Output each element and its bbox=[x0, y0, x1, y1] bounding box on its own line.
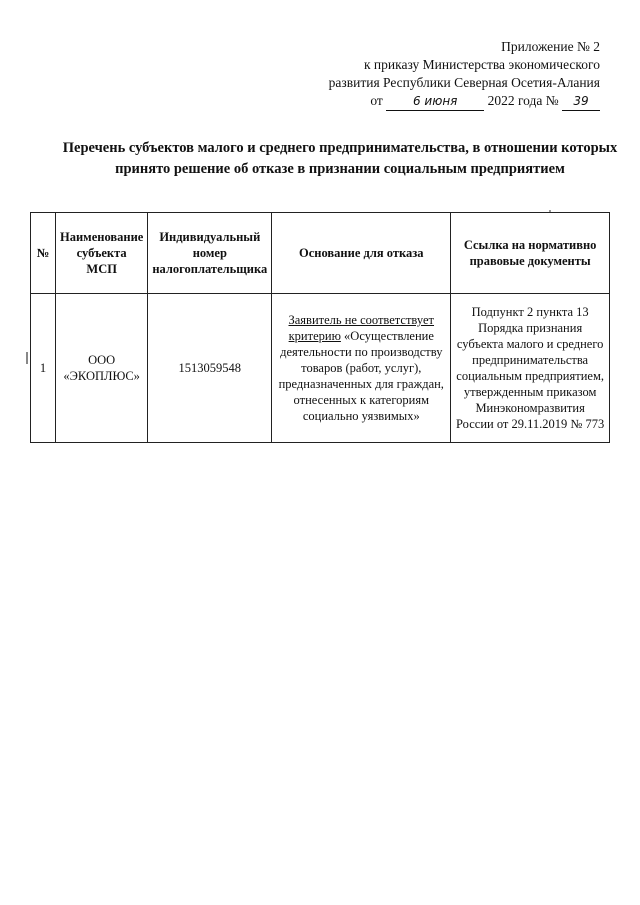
cell-link: Подпункт 2 пункта 13 Порядка признания субъекта малого и среднего предпринимательства социальным предприятием, утвержденным приказом Минэкономразвития России от 29.11.2019 № 773 bbox=[451, 294, 610, 443]
header-reason: Основание для отказа bbox=[272, 213, 451, 294]
header-name: Наименование субъекта МСП bbox=[56, 213, 148, 294]
order-reference: к приказу Министерства экономического bbox=[363, 57, 600, 72]
document-header bbox=[329, 38, 600, 111]
reason-text: «Осуществление деятельности по производству товаров (работ, услуг), предназначенных для граждан, отнесенных к категориям социально уязвимых» bbox=[278, 329, 444, 423]
table-header-row bbox=[31, 213, 610, 294]
handwritten-date: 6 июня bbox=[386, 92, 484, 111]
handwritten-order-number: 39 bbox=[562, 92, 600, 111]
document-title: Перечень субъектов малого и среднего предпринимательства, в отношении которых принято решение об отказе в признании социальным предприятием bbox=[62, 140, 618, 177]
cell-inn: 1513059548 bbox=[148, 294, 272, 443]
refusal-table bbox=[30, 212, 610, 443]
reason-underlined: Заявитель не соответствует критерию bbox=[288, 313, 435, 343]
cell-num: 1 bbox=[31, 294, 56, 443]
cell-reason bbox=[272, 294, 451, 443]
cell-name: ООО «ЭКОПЛЮС» bbox=[56, 294, 148, 443]
date-prefix: от bbox=[370, 93, 383, 108]
header-inn: Индивидуальный номер налогоплательщика bbox=[148, 213, 272, 294]
header-link: Ссылка на нормативно правовые документы bbox=[451, 213, 610, 294]
appendix-number: Приложение № 2 bbox=[501, 39, 600, 54]
table-row bbox=[31, 294, 610, 443]
header-num: № bbox=[31, 213, 56, 294]
order-date-line bbox=[329, 92, 600, 111]
ministry-name: развития Республики Северная Осетия-Алания bbox=[328, 75, 600, 90]
year-text: 2022 года № bbox=[487, 93, 559, 108]
scan-edge-mark bbox=[26, 352, 28, 364]
